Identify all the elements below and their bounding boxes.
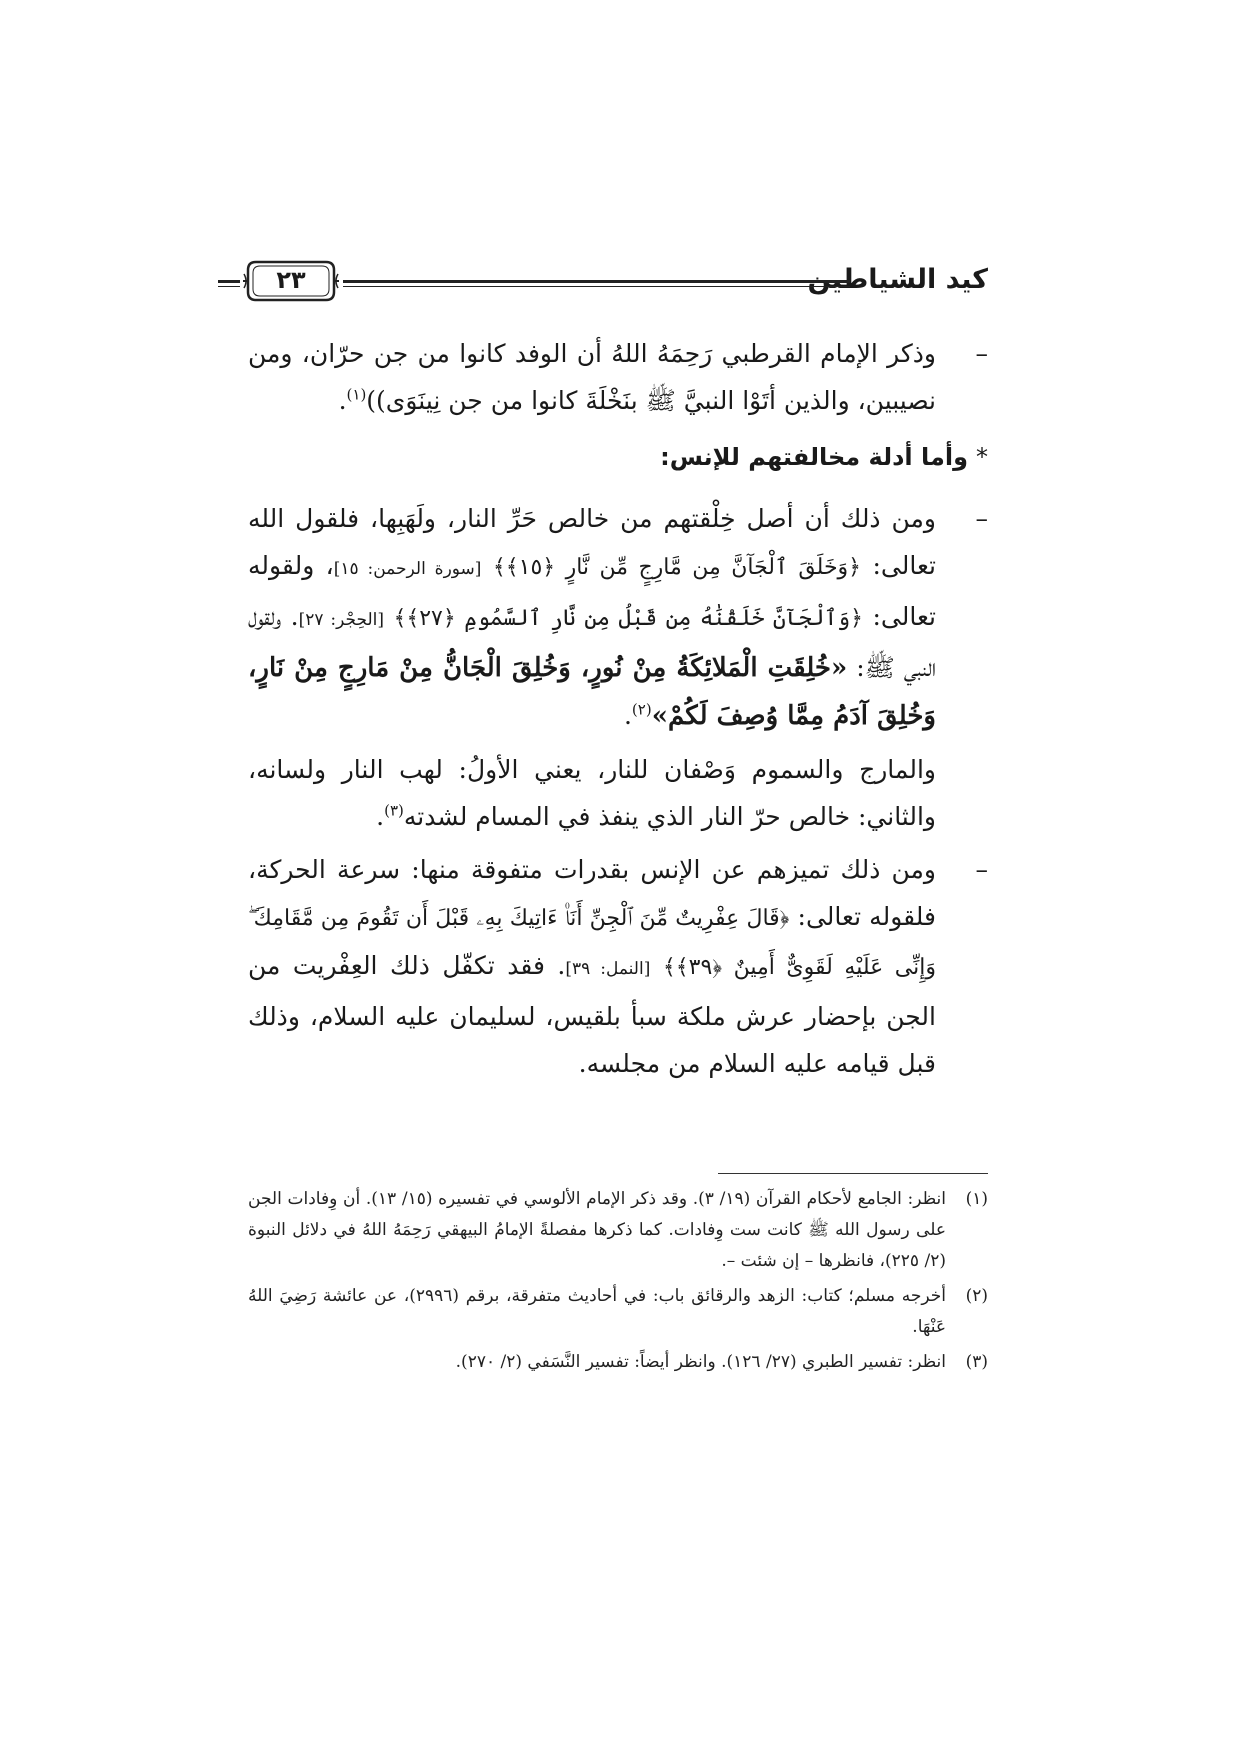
paragraph-creation bbox=[248, 495, 988, 740]
heading-text: وأما أدلة مخالفتهم للإنس: bbox=[660, 443, 968, 471]
paragraph-marij bbox=[248, 746, 988, 840]
header-rule bbox=[343, 280, 850, 287]
section-heading bbox=[248, 434, 988, 481]
footnote-number: (٢) bbox=[965, 1286, 988, 1306]
list-dash: – bbox=[975, 504, 988, 533]
footnote-text: أخرجه مسلم؛ كتاب: الزهد والرقائق باب: في أحاديث متفرقة، برقم (٢٩٩٦)، عن عائشة رَضِيَ اللهُ عَنْهَا. bbox=[248, 1286, 946, 1337]
verse-citation: [سورة الرحمن: ١٥] bbox=[333, 559, 482, 579]
page-number: ٢٣ bbox=[276, 266, 306, 294]
footnote-ref-2[interactable]: (٢) bbox=[631, 700, 652, 719]
paragraph-text: . ولقول النبي ﷺ: bbox=[248, 602, 937, 682]
footnote-2 bbox=[248, 1281, 988, 1343]
paragraph-text: . فقد تكفّل ذلك العِفْريت من الجن بإحضار عرش ملكة سبأ بلقيس، لسليمان عليه السلام، وذلك قبل قيامه عليه السلام من مجلسه. bbox=[248, 951, 936, 1078]
footnote-ref-3[interactable]: (٣) bbox=[384, 801, 404, 820]
paragraph-text: ومن ذلك أن أصل خِلْقتهم من خالص حَرِّ النار، ولَهَبِها، فلقول الله تعالى: bbox=[248, 504, 936, 580]
footnote-ref-1[interactable]: (١) bbox=[346, 385, 367, 404]
paragraph-text: وذكر الإمام القرطبي رَحِمَهُ اللهُ أن الوفد كانوا من جن حرّان، ومن نصيبين، والذين أتَوْا النبيَّ ﷺ بنَخْلَةَ كانوا من جن نِينَوَى)) bbox=[248, 339, 936, 415]
quran-verse: ﴿وَٱلْجَآنَّ خَلَقْنَٰهُ مِن قَبْلُ مِن نَّارِ ٱلسَّمُومِ ﴿٢٧﴾﴾ bbox=[393, 606, 864, 631]
running-header bbox=[218, 252, 988, 312]
paragraph-text: ومن ذلك تميزهم عن الإنس بقدرات متفوقة منها: سرعة الحركة، فلقوله تعالى: bbox=[248, 855, 936, 931]
paragraph-text: والمارج والسموم وَصْفان للنار، يعني الأولُ: لهب النار ولسانه، والثاني: خالص حرّ النار الذي ينفذ في المسام لشدته bbox=[248, 755, 936, 831]
paragraph-text: ، ولقوله تعالى: bbox=[248, 551, 936, 631]
paragraph-end: . bbox=[623, 701, 632, 730]
footnote-number: (٣) bbox=[965, 1352, 988, 1372]
paragraph-end: . bbox=[338, 386, 347, 415]
main-text bbox=[248, 330, 988, 1093]
verse-citation: [النمل: ٣٩] bbox=[565, 959, 651, 979]
running-title: كيد الشياطين bbox=[807, 264, 988, 295]
paragraph-end: . bbox=[376, 802, 385, 831]
footnote-1 bbox=[248, 1184, 988, 1277]
hadith-quote: «خُلِقَتِ الْمَلائِكَةُ مِنْ نُورٍ، وَخُلِقَ الْجَانُّ مِنْ مَارِجٍ مِنْ نَارٍ، وَخُلِقَ آدَمُ مِمَّا وُصِفَ لَكُمْ» bbox=[248, 653, 936, 731]
quran-verse: ﴿قَالَ عِفْرِيتٌ مِّنَ ٱلْجِنِّ أَنَا۠ ءَاتِيكَ بِهِۦ قَبْلَ أَن تَقُومَ مِن مَّقَامِكَ ۖ وَإِنِّى عَلَيْهِ لَقَوِىٌّ أَمِينٌ ﴿٣٩﴾﴾ bbox=[248, 906, 936, 980]
footnote-text: انظر: تفسير الطبري (٢٧/ ١٢٦). وانظر أيضاً: تفسير النَّسَفي (٢/ ٢٧٠). bbox=[455, 1352, 946, 1372]
footnote-3 bbox=[248, 1347, 988, 1378]
verse-citation: [الحِجْر: ٢٧] bbox=[298, 610, 385, 630]
header-rule-end bbox=[218, 280, 240, 287]
paragraph-ifrit bbox=[248, 846, 988, 1087]
quran-verse: ﴿وَخَلَقَ ٱلْجَآنَّ مِن مَّارِجٍ مِّن نَّارٍ ﴿١٥﴾﴾ bbox=[492, 555, 862, 580]
heading-star-icon: * bbox=[976, 443, 988, 471]
footnotes bbox=[248, 1184, 988, 1382]
list-dash: – bbox=[975, 855, 988, 884]
footnote-separator bbox=[718, 1173, 988, 1174]
page-number-badge bbox=[242, 256, 340, 306]
list-dash: – bbox=[975, 339, 988, 368]
footnote-text: انظر: الجامع لأحكام القرآن (١٩/ ٣). وقد ذكر الإمام الألوسي في تفسيره (١٥/ ١٣). أن وِفادات الجن على رسول الله ﷺ كانت ست وِفادات. كما ذكرها مفصلةً الإمامُ البيهقي رَحِمَهُ اللهُ في دلائل النبوة (٢/ ٢٢٥)، فانظرها – إن شئت –. bbox=[248, 1189, 947, 1271]
paragraph-qurtubi bbox=[248, 330, 988, 424]
footnote-number: (١) bbox=[965, 1189, 988, 1209]
